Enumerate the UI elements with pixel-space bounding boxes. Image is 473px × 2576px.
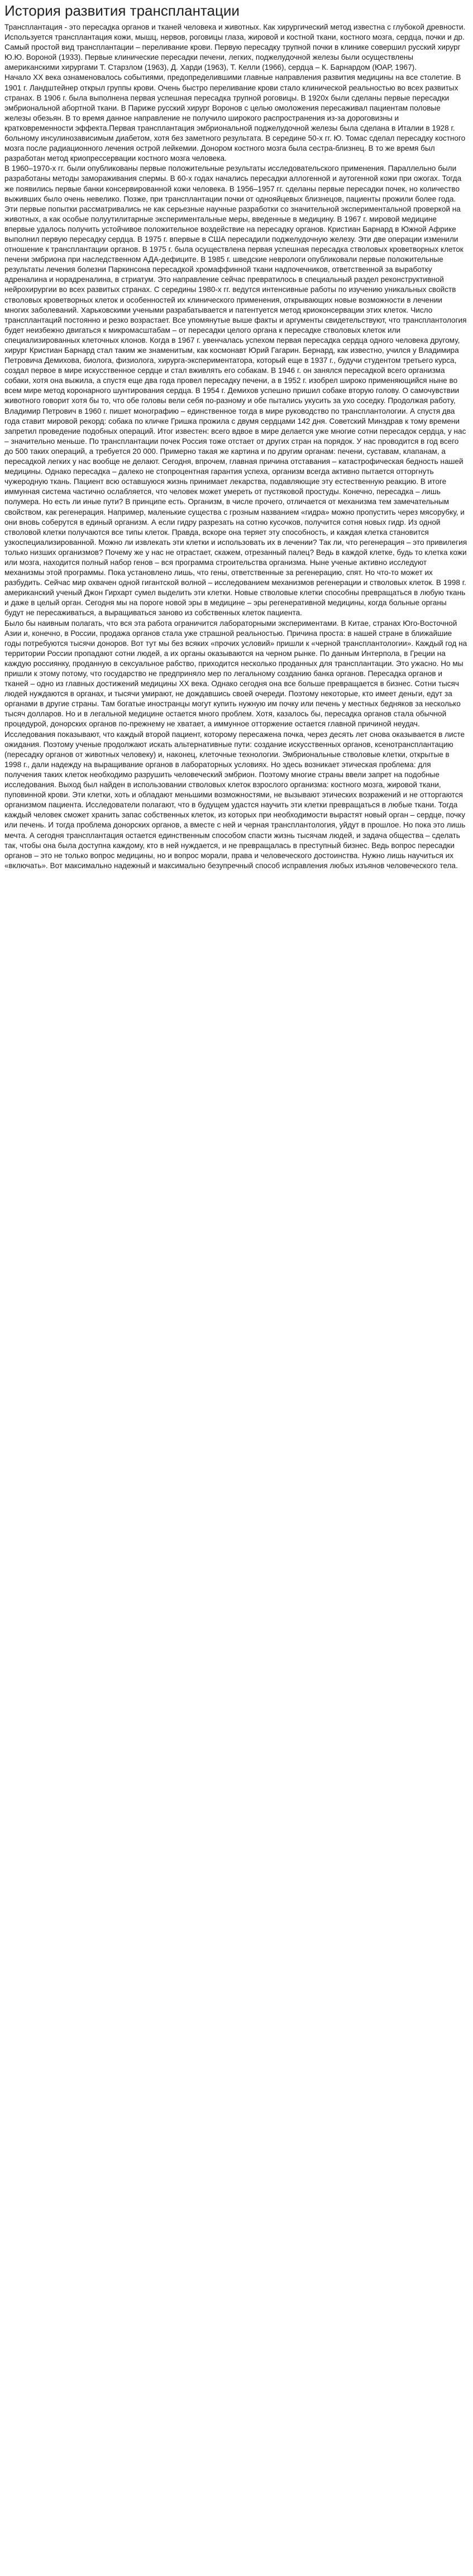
paragraph-3: В 1960–1970-х гг. были опубликованы первые положительные результаты исследовательского применения. Параллельно были разработаны методы замораживания спермы. В 60-х годах начались пересадки аллогенной и аутогенной кожи при ожогах. Тогда же появились первые банки консервированной кожи человека. В 1956–1957 гг. сделаны первые пересадки почек, но количество выживших было очень невелико. Позже, при трансплантации почки от однояйцевых близнецов, пациенты прожили более года. Эти первые попытки рассматривались не как серьезные научные разработки со значительной экспериментальной проверкой на животных, а как особые полуутилитарные экспериментальные меры, введенные в медицину. В 1967 г. мировой медицине впервые удалось получить устойчивое положительное воздействие на пересадку органов. Кристиан Барнард в Южной Африке выполнил первую пересадку сердца. В 1975 г. впервые в США пересадили поджелудочную железу. Эти две операции изменили отношение к трансплантации органов. В 1975 г. была осуществлена первая успешная пересадка стволовых кроветворных клеток печени эмбриона при наследственном АДА-дефиците. В 1985 г. шведские неврологи опубликовали первые положительные результаты лечения болезни Паркинсона пересадкой хромаффинной ткани надпочечников, ответственной за выработку адреналина и норадреналина, в стриатум. Это направление сейчас превратилось в специальный раздел реконструктивной нейрохирургии во всех развитых странах. С середины 1980-х гг. ведутся интенсивные работы по изучению уникальных свойств стволовых кроветворных клеток и особенностей их клинического применения, открывающих новые возможности в лечении многих заболеваний. Харьковскими учеными разрабатывается и патентуется метод криоконсервации этих клеток. Число трансплантаций постоянно и резко возрастает. Все упомянутые выше факты и аргументы свидетельствуют, что трансплантология будет неизбежно двигаться к микромасштабам – от пересадки целого органа к пересадке стволовых клеток или специализированных клеточных клонов. Когда в 1967 г. увенчалась успехом первая пересадка сердца одного человека другому, хирург Кристиан Барнард стал таким же знаменитым, как космонавт Юрий Гагарин. Бернард, как известно, учился у Владимира Петровича Демихова, биолога, физиолога, хирурга-экспериментатора, который еще в 1937 г., будучи студентом третьего курса, создал первое в мире искусственное сердце и стал вживлять его собакам. В 1946 г. он занялся пересадкой всего организма собаки, хотя она выжила, а спустя еще два года провел пересадку печени, а в 1952 г. изобрел широко применяющийся ныне во всем мире метод коронарного шунтирования сердца. В 1954 г. Демихов успешно пришил собаке вторую голову. О самочувствии животного говорит хотя бы то, что обе головы вели себя по-разному и обе пытались укусить за ухо соседку. Продолжая работу, Владимир Петрович в 1960 г. пишет монографию – единственное тогда в мире руководство по трансплантологии. А спустя два года ставит мировой рекорд: собака по кличке Гришка прожила с двумя сердцами 142 дня. Советский Минздрав к тому времени запретил проведение подобных операций. Итог известен: всего вдвое в мире делается уже многие сотни пересадок сердца, у нас – значительно меньше. По трансплантации почек Россия тоже отстает от других стран на порядок. У нас проводится в год всего до 500 таких операций, а требуется 20 000. Примерно такая же картина и по другим органам: печени, суставам, клапанам, а пересадкой легких у нас вообще не делают. Сегодня, впрочем, главная причина отставания – катастрофическая бедность нашей медицины. Однако пересадка – далеко не стопроцентная гарантия успеха, организм всегда активно пытается отторгнуть чужеродную ткань. Пациент всю оставшуюся жизнь принимает лекарства, подавляющие эту естественную реакцию. В итоге иммунная система частично ослабляется, что человек может умереть от пустяковой простуды. Конечно, пересадка – лишь полумера. Но есть ли иные пути? В принципе есть. Организм, в числе прочего, отличается от механизма тем замечательным свойством, как регенерация. Например, маленькие существа с грозным названием «гидра» можно пропустить через мясорубку, и они вновь соберутся в единый организм. А если гидру разрезать на сотню кусочков, получится сотня новых гидр. Из одной стволовой клетки получаются все типы клеток. Правда, вскоре она теряет эту способность, и каждая клетка становится узкоспециализированной. Можно ли извлекать эти клетки и использовать их в лечении? Так ли, что регенерация – это привилегия только низших организмов? Почему же у нас не отрастает, скажем, отрезанный палец? Ведь в каждой клетке, будь то клетка кожи или мозга, находится полный набор генов – вся программа строительства организма. Ныне ученые активно исследуют механизмы этой программы. Пока установлено лишь, что гены, ответственные за регенерацию, спят. Но что-то может их разбудить. Сейчас мир охвачен одной гигантской волной – исследованием механизмов регенерации и стволовых клеток. В 1998 г. американский ученый Джон Гирхарт сумел выделить эти клетки. Новые стволовые клетки способны превращаться в любую ткань и даже в целый орган. Сегодня мы на пороге новой эры в медицине – эры регенеративной медицины, когда больные органы будут не пересаживаться, а выращиваться заново из собственных клеток пациента. [4, 164, 467, 617]
paragraph-1: Трансплантация - это пересадка органов и тканей человека и животных. Как хирургический метод известна с глубокой древности. Используется трансплантация кожи, мышц, нервов, роговицы глаза, жировой и костной ткани, костного мозга, сердца, почки и др. Самый простой вид трансплантации – переливание крови. Первую пересадку трупной почки в клинике совершил русский хирург Ю.Ю. Вороной (1933). Первые клинические пересадки печени, легких, поджелудочной железы были осуществлены американскими хирургами Т. Старзлом (1963), Д. Харди (1963), Т. Келли (1966), сердца – К. Барнардом (ЮАР, 1967). [4, 23, 466, 72]
paragraph-4: Было бы наивным полагать, что вся эта работа ограничится лабораторными экспериментами. В Китае, странах Юго-Восточной Азии и, конечно, в России, продажа органов стала уже страшной реальностью. Причина проста: в нашей стране в ближайшие годы потребуются тысячи доноров. Вот тут мы без всяких «прочих условий» пришли к «черной трансплантологии». Каждый год на территории России пропадают сотни людей, а их органы оказываются на черном рынке. По данным Интерпола, в Греции на каждую россиянку, проданную в сексуальное рабство, приходится несколько проданных для трансплантации. Это ужасно. Но мы пришли к этому потому, что государство не предприняло мер по легальному созданию банка органов. Пересадка органов и тканей – одно из главных достижений медицины XX века. Однако сегодня она все больше превращается в бизнес. Сотни тысяч людей нуждаются в органах, и тысячи умирают, не дождавшись своей очереди. Поэтому некоторые, кто имеет деньги, едут за органами в другие страны. Там богатые иностранцы могут купить нужную им почку или печень у местных бедняков за несколько тысяч долларов. Но и в легальной медицине остается много проблем. Хотя, казалось бы, пересадка органов стала обычной процедурой, донорских органов по-прежнему не хватает, а иммунное отторжение остается главной причиной неудач. Исследования показывают, что каждый второй пациент, которому пересажена почка, через десять лет снова оказывается в листе ожидания. Поэтому ученые продолжают искать альтернативные пути: создание искусственных органов, ксенотрансплантацию (пересадку органов от животных человеку) и, наконец, клеточные технологии. Эмбриональные стволовые клетки, открытые в 1998 г., дали надежду на выращивание органов в лабораторных условиях. Но здесь возникает этическая проблема: для получения таких клеток необходимо разрушить человеческий эмбрион. Поэтому многие страны ввели запрет на подобные исследования. Выход был найден в использовании стволовых клеток взрослого организма: костного мозга, жировой ткани, пуповинной крови. Эти клетки, хоть и обладают меньшими возможностями, не вызывают этических возражений и не отторгаются организмом пациента. Исследователи полагают, что в будущем удастся научить эти клетки превращаться в любые ткани. Тогда каждый человек сможет хранить запас собственных клеток, из которых при необходимости вырастят новый орган – сердце, почку или печень. И тогда проблема донорских органов, а вместе с ней и черная трансплантология, уйдут в прошлое. Но пока это лишь мечта. А сегодня трансплантация остается единственным способом спасти жизнь тысячам людей, и задача общества – сделать так, чтобы она была доступна каждому, кто в ней нуждается, и не превращалась в преступный бизнес. Ведь вопрос пересадки органов – это не только вопрос медицины, но и вопрос морали, права и человеческого достоинства. Нужно лишь научиться их «включать». Вот максимально надежный и максимально безупречный способ исправления любых изъянов человеческого тела. [4, 619, 467, 870]
page-title: История развития трансплантации [4, 2, 240, 19]
paragraph-2: Начало XX века ознаменовалось событиями, предопределившими главные направления развития медицины на все столетие. В 1901 г. Ландштейнер открыл группы крови. Очень быстро переливание крови стало клинической реальностью во всех развитых странах. В 1906 г. была выполнена первая успешная пересадка трупной роговицы. В 1920х были сделаны первые пересадки эмбриональной абортной ткани. В Париже русский хирург Воронов с целью омоложения пересаживал пациентам половые железы обезьян. В то время данное направление не получило широкого распространения из-за дороговизны и кратковременности эффекта.Первая трансплантация эмбриональной поджелудочной железы была сделана в Италии в 1928 г. больному инсулинозависимым диабетом, хотя без заметного результата. В середине 50-х гг. Ю. Томас сделал пересадку костного мозга после радиационного лечения острой лейкемии. Донором костного мозга была сестра-близнец. В то же время был разработан метод криопрессервации костного мозга человека. [4, 73, 466, 163]
